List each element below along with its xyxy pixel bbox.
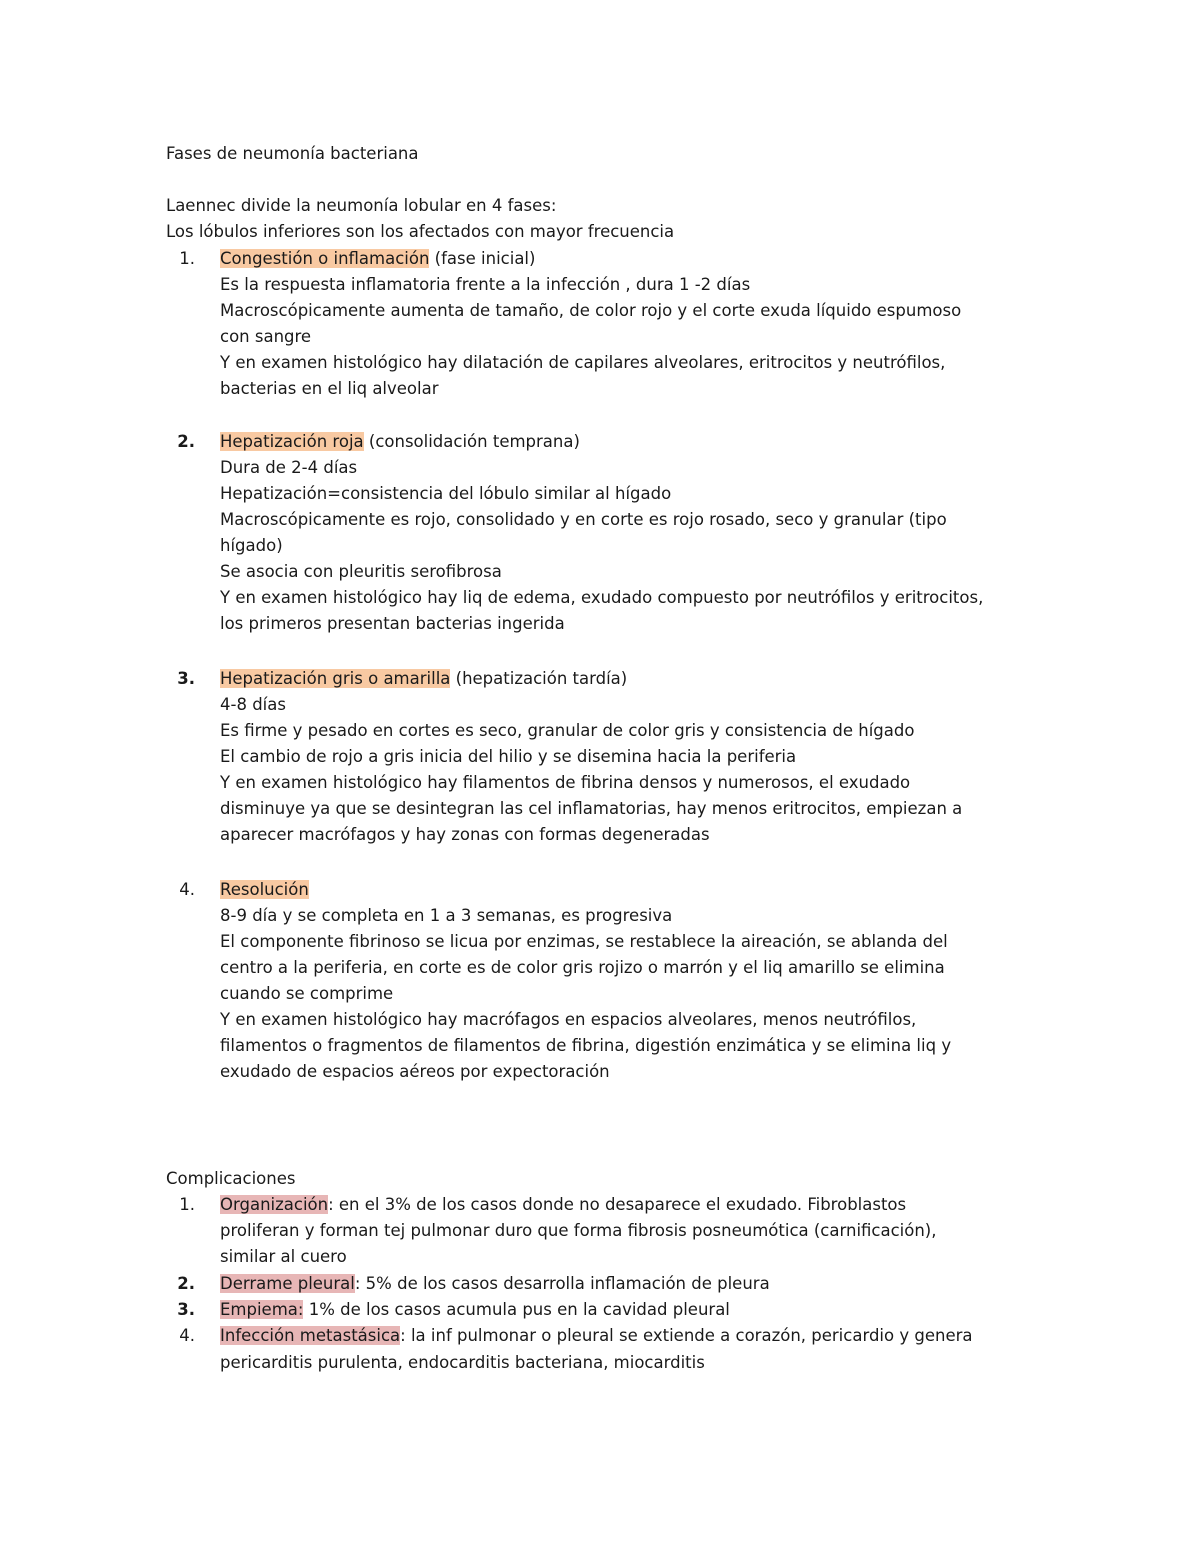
phase-line: Hepatización=consistencia del lóbulo similar al hígado <box>220 484 672 503</box>
phase-name-highlight: Congestión o inflamación <box>220 249 430 268</box>
phase-name-highlight: Resolución <box>220 880 309 899</box>
complication-text: : en el 3% de los casos donde no desaparece el exudado. Fibroblastos <box>328 1195 907 1214</box>
complication-name-highlight: Infección metastásica <box>220 1326 401 1345</box>
complication-text: : 5% de los casos desarrolla inflamación de pleura <box>354 1274 770 1293</box>
phase-number: 3. <box>177 669 195 688</box>
complication-line: similar al cuero <box>220 1247 347 1266</box>
complications-heading: Complicaciones <box>166 1169 296 1188</box>
phase-line: los primeros presentan bacterias ingerida <box>220 614 565 633</box>
phase-line: Es la respuesta inflamatoria frente a la infección , dura 1 -2 días <box>220 275 751 294</box>
phase-name-highlight: Hepatización gris o amarilla <box>220 669 451 688</box>
phase-line: Macroscópicamente es rojo, consolidado y en corte es rojo rosado, seco y granular (tipo <box>220 510 947 529</box>
complication-text: 1% de los casos acumula pus en la cavidad pleural <box>303 1300 730 1319</box>
document-title: Fases de neumonía bacteriana <box>166 144 419 163</box>
complication-item <box>220 1192 906 1218</box>
complication-number: 2. <box>177 1274 195 1293</box>
complication-text: : la inf pulmonar o pleural se extiende a corazón, pericardio y genera <box>400 1326 973 1345</box>
phase-line: El cambio de rojo a gris inicia del hilio y se disemina hacia la periferia <box>220 747 797 766</box>
complication-number: 4. <box>179 1326 195 1345</box>
phase-line: Dura de 2-4 días <box>220 458 358 477</box>
phase-qualifier: (consolidación temprana) <box>363 432 580 451</box>
phase-heading <box>220 877 309 903</box>
complication-item <box>220 1271 770 1297</box>
complication-item <box>220 1323 972 1349</box>
phase-line: filamentos o fragmentos de filamentos de fibrina, digestión enzimática y se elimina liq y <box>220 1036 952 1055</box>
complication-number: 3. <box>177 1300 195 1319</box>
complication-line: proliferan y forman tej pulmonar duro que forma fibrosis posneumótica (carnificación), <box>220 1221 937 1240</box>
phase-heading <box>220 666 627 692</box>
phase-line: Macroscópicamente aumenta de tamaño, de color rojo y el corte exuda líquido espumoso <box>220 301 962 320</box>
complication-number: 1. <box>179 1195 195 1214</box>
phase-heading <box>220 429 580 455</box>
phase-line: disminuye ya que se desintegran las cel inflamatorias, hay menos eritrocitos, empiezan a <box>220 799 963 818</box>
phase-line: 8-9 día y se completa en 1 a 3 semanas, es progresiva <box>220 906 673 925</box>
complication-name-highlight: Organización <box>220 1195 329 1214</box>
phase-line: El componente fibrinoso se licua por enzimas, se restablece la aireación, se ablanda del <box>220 932 948 951</box>
phase-line: Y en examen histológico hay dilatación de capilares alveolares, eritrocitos y neutrófilos, <box>220 353 946 372</box>
phase-line: cuando se comprime <box>220 984 394 1003</box>
phase-heading <box>220 246 535 272</box>
phase-line: bacterias en el liq alveolar <box>220 379 439 398</box>
complication-item <box>220 1297 730 1323</box>
phase-line: hígado) <box>220 536 283 555</box>
phase-line: Se asocia con pleuritis serofibrosa <box>220 562 502 581</box>
phase-number: 2. <box>177 432 195 451</box>
phase-name-highlight: Hepatización roja <box>220 432 364 451</box>
phase-qualifier: (fase inicial) <box>429 249 536 268</box>
phase-line: exudado de espacios aéreos por expectoración <box>220 1062 610 1081</box>
phase-line: 4-8 días <box>220 695 286 714</box>
phase-number: 1. <box>179 249 195 268</box>
phase-line: Y en examen histológico hay macrófagos en espacios alveolares, menos neutrófilos, <box>220 1010 917 1029</box>
complication-name-highlight: Empiema: <box>220 1300 304 1319</box>
intro-line-1: Laennec divide la neumonía lobular en 4 fases: <box>166 196 557 215</box>
phase-line: aparecer macrófagos y hay zonas con formas degeneradas <box>220 825 710 844</box>
phase-line: Es firme y pesado en cortes es seco, granular de color gris y consistencia de hígado <box>220 721 915 740</box>
phase-line: con sangre <box>220 327 312 346</box>
phase-qualifier: (hepatización tardía) <box>450 669 628 688</box>
phase-number: 4. <box>179 880 195 899</box>
complication-line: pericarditis purulenta, endocarditis bacteriana, miocarditis <box>220 1353 705 1372</box>
complication-name-highlight: Derrame pleural <box>220 1274 355 1293</box>
intro-line-2: Los lóbulos inferiores son los afectados con mayor frecuencia <box>166 222 675 241</box>
phase-line: Y en examen histológico hay liq de edema, exudado compuesto por neutrófilos y eritrocitos, <box>220 588 984 607</box>
phase-line: Y en examen histológico hay filamentos de fibrina densos y numerosos, el exudado <box>220 773 911 792</box>
phase-line: centro a la periferia, en corte es de color gris rojizo o marrón y el liq amarillo se elimina <box>220 958 945 977</box>
